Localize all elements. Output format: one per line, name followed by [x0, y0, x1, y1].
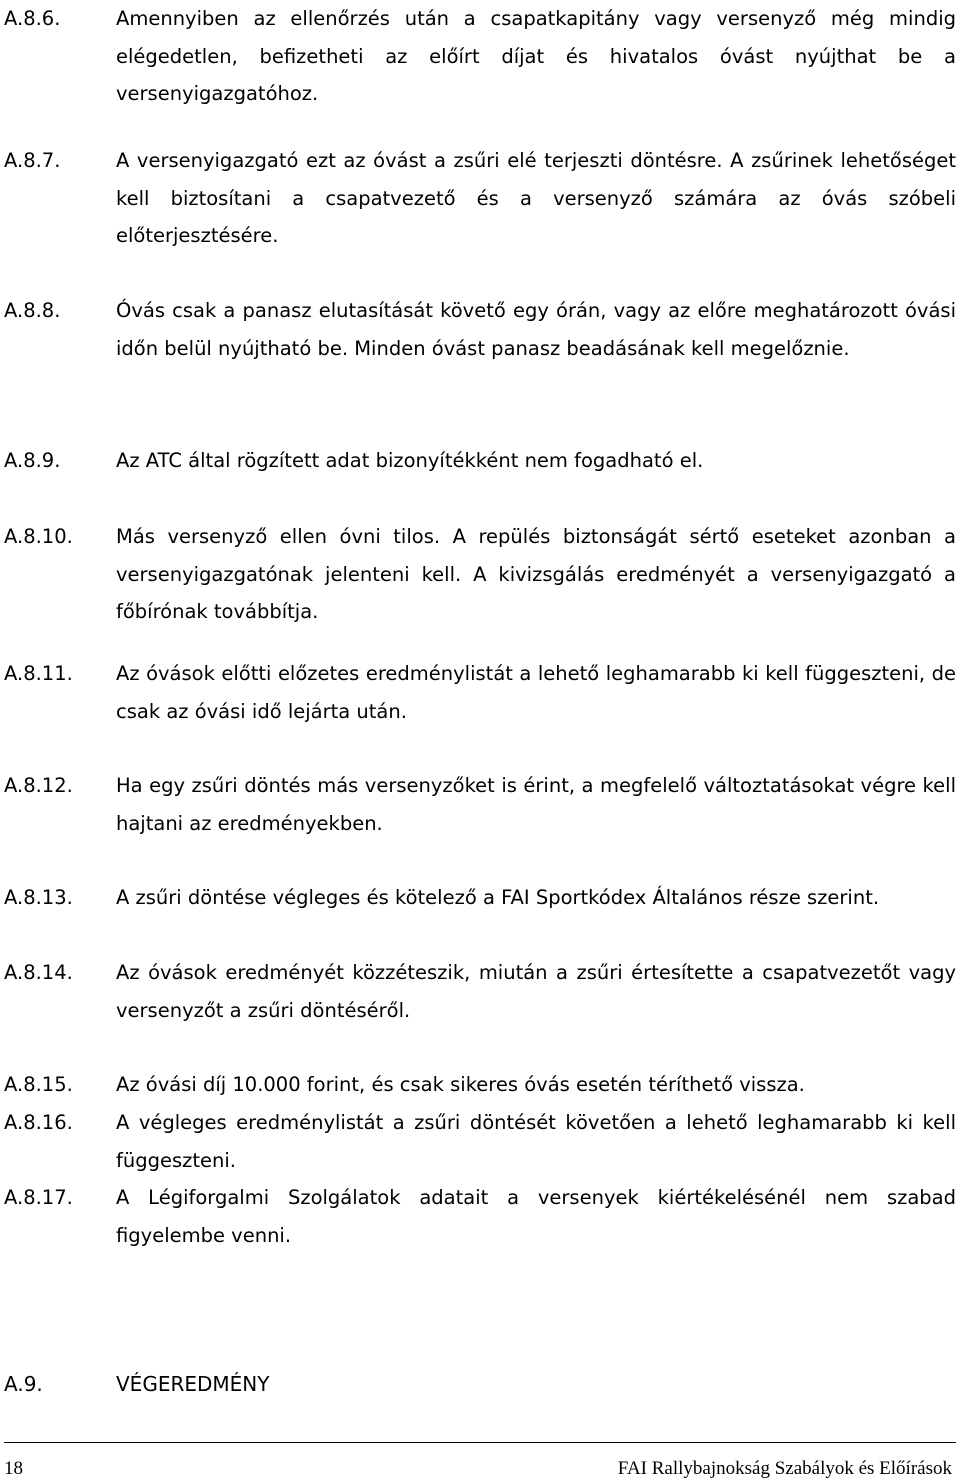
rule-text: Az óvások eredményét közzéteszik, miután a zsűri értesítette a csapatvezetőt vagy versenyzőt a zsűri döntéséről. [116, 961, 956, 1022]
rule-text: Ha egy zsűri döntés más versenyzőket is érint, a megfelelő változtatásokat végre kell hajtani az eredményekben. [116, 774, 956, 835]
rule-text: Más versenyző ellen óvni tilos. A repülés biztonságát sértő eseteket azonban a versenyigazgatónak jelenteni kell. A kivizsgálás eredményét a versenyigazgató a főbírónak továbbítja. [116, 525, 956, 623]
rule-number: A.8.9. [4, 449, 61, 472]
page-number: 18 [4, 1458, 23, 1479]
rule-number: A.8.6. [4, 7, 61, 30]
rule-number: A.8.15. [4, 1073, 73, 1096]
rule-text: A Légiforgalmi Szolgálatok adatait a versenyek kiértékelésénél nem szabad figyelembe venni. [116, 1186, 956, 1247]
rule-number: A.8.11. [4, 662, 73, 685]
rule-number: A.8.13. [4, 886, 73, 909]
rule-number: A.8.10. [4, 525, 73, 548]
rule-text: Az ATC által rögzített adat bizonyítékként nem fogadható el. [116, 449, 704, 472]
section-number: A.9. [4, 1372, 43, 1396]
section-title: VÉGEREDMÉNY [116, 1372, 270, 1396]
rule-text: A végleges eredménylistát a zsűri döntését követően a lehető leghamarabb ki kell függeszteni. [116, 1111, 956, 1172]
rule-text: Amennyiben az ellenőrzés után a csapatkapitány vagy versenyző még mindig elégedetlen, befizetheti az előírt díjat és hivatalos óvást nyújthat be a versenyigazgatóhoz. [116, 7, 956, 105]
rule-number: A.8.16. [4, 1111, 73, 1134]
document-title: FAI Rallybajnokság Szabályok és Előírások [617, 1458, 952, 1479]
rule-number: A.8.8. [4, 299, 61, 322]
rule-text: Az óvási díj 10.000 forint, és csak sikeres óvás esetén téríthető vissza. [116, 1073, 805, 1096]
rule-number: A.8.12. [4, 774, 73, 797]
rule-text: A versenyigazgató ezt az óvást a zsűri elé terjeszti döntésre. A zsűrinek lehetőséget kell biztosítani a csapatvezető és a versenyző számára az óvás szóbeli előterjesztésére. [116, 149, 956, 247]
footer-divider [4, 1442, 956, 1443]
rule-text: Az óvások előtti előzetes eredménylistát a lehető leghamarabb ki kell függeszteni, de csak az óvási idő lejárta után. [116, 662, 956, 723]
rule-text: Óvás csak a panasz elutasítását követő egy órán, vagy az előre meghatározott óvási időn belül nyújtható be. Minden óvást panasz beadásának kell megelőznie. [116, 299, 956, 360]
rule-text: A zsűri döntése végleges és kötelező a FAI Sportkódex Általános része szerint. [116, 886, 880, 909]
rule-number: A.8.7. [4, 149, 61, 172]
rule-number: A.8.14. [4, 961, 73, 984]
rule-number: A.8.17. [4, 1186, 73, 1209]
